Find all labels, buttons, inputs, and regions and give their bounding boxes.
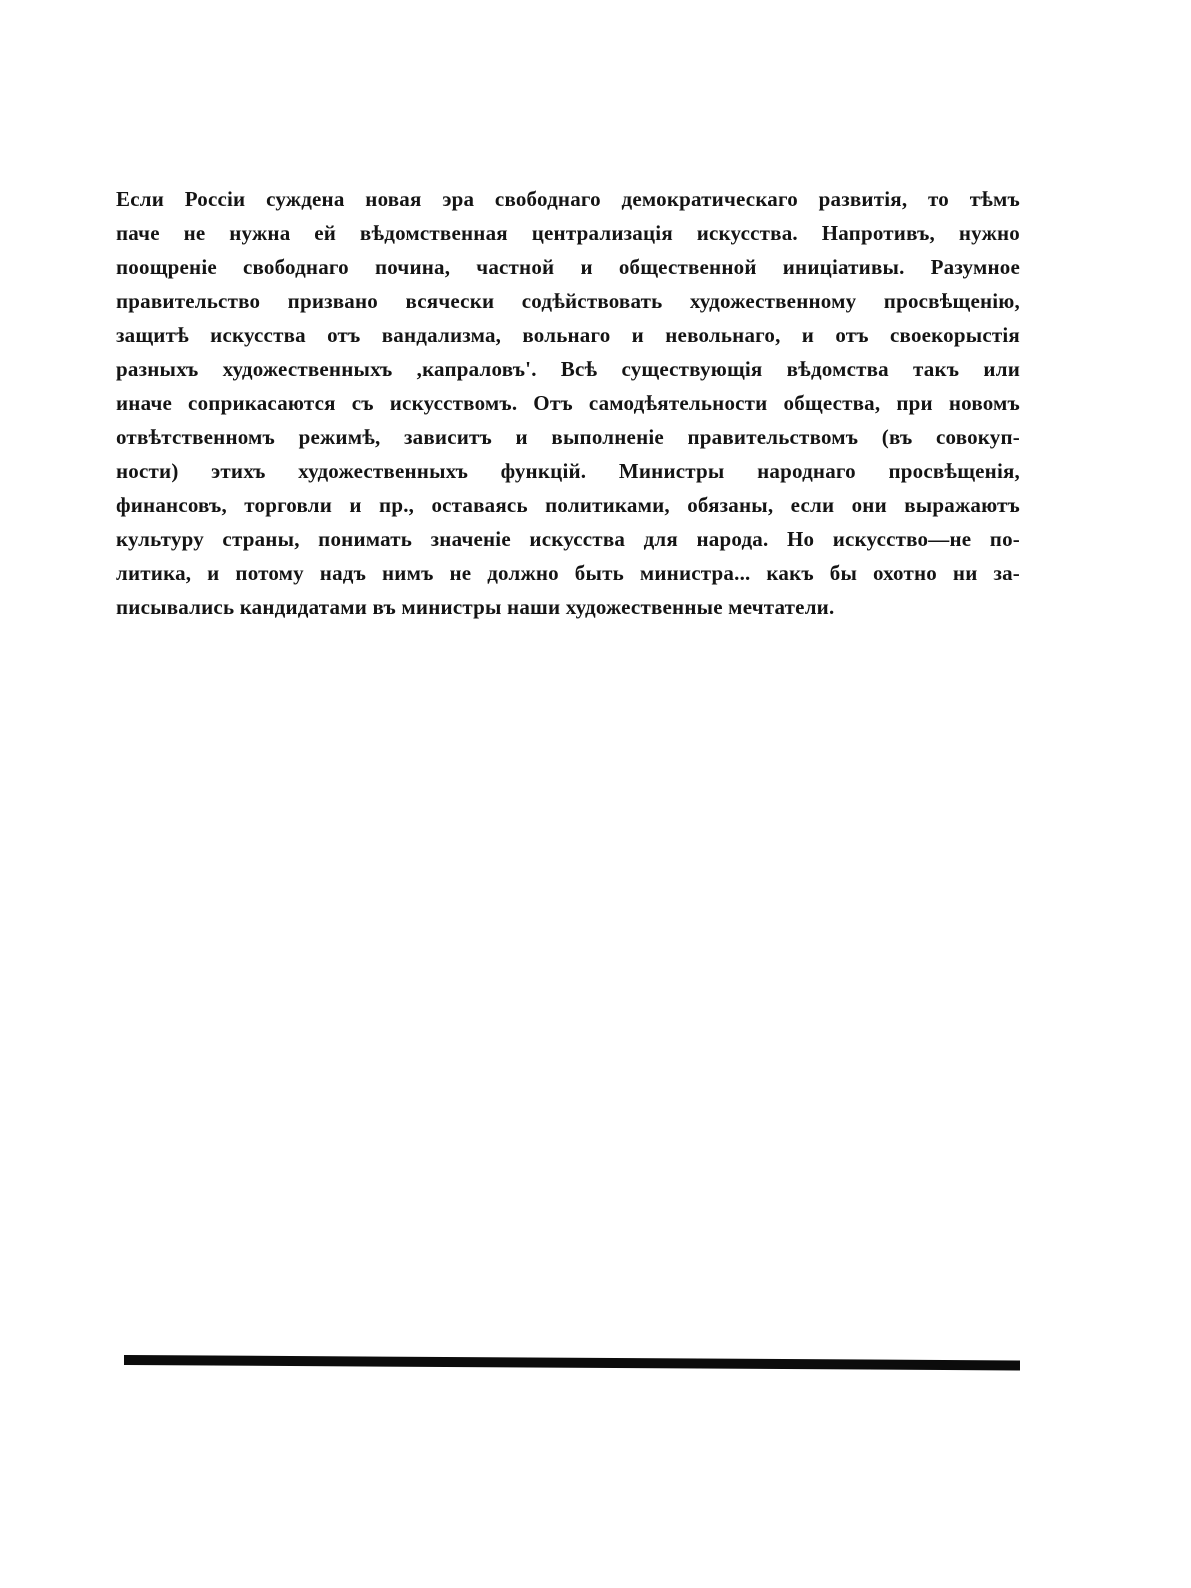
paragraph-line: иначе соприкасаются съ искусствомъ. Отъ самодѣятельности общества, при новомъ	[116, 391, 1020, 415]
paragraph-line: Если Россіи суждена новая эра свободнаго демократическаго развитія, то тѣмъ	[116, 187, 1020, 211]
paragraph-line: ности) этихъ художественныхъ функцій. Министры народнаго просвѣщенія,	[116, 459, 1020, 483]
paragraph-line: литика, и потому надъ нимъ не должно быть министра... какъ бы охотно ни за-	[116, 561, 1020, 585]
paragraph-line: паче не нужна ей вѣдомственная централизація искусства. Напротивъ, нужно	[116, 221, 1020, 245]
paragraph-line: писывались кандидатами въ министры наши художественные мечтатели.	[116, 595, 835, 619]
paragraph-line: поощреніе свободнаго почина, частной и общественной иниціативы. Разумное	[116, 255, 1020, 279]
paragraph-line: отвѣтственномъ режимѣ, зависитъ и выполненіе правительствомъ (въ совокуп-	[116, 425, 1020, 449]
horizontal-rule	[124, 1355, 1020, 1370]
paragraph-line: защитѣ искусства отъ вандализма, вольнаго и невольнаго, и отъ своекорыстія	[116, 323, 1020, 347]
body-paragraph	[116, 182, 1020, 624]
paragraph-line: финансовъ, торговли и пр., оставаясь политиками, обязаны, если они выражаютъ	[116, 493, 1020, 517]
paragraph-line: культуру страны, понимать значеніе искусства для народа. Но искусство—не по-	[116, 527, 1020, 551]
paragraph-line: разныхъ художественныхъ ,капраловъ'. Всѣ существующія вѣдомства такъ или	[116, 357, 1020, 381]
paragraph-line: правительство призвано всячески содѣйствовать художественному просвѣщенію,	[116, 289, 1020, 313]
